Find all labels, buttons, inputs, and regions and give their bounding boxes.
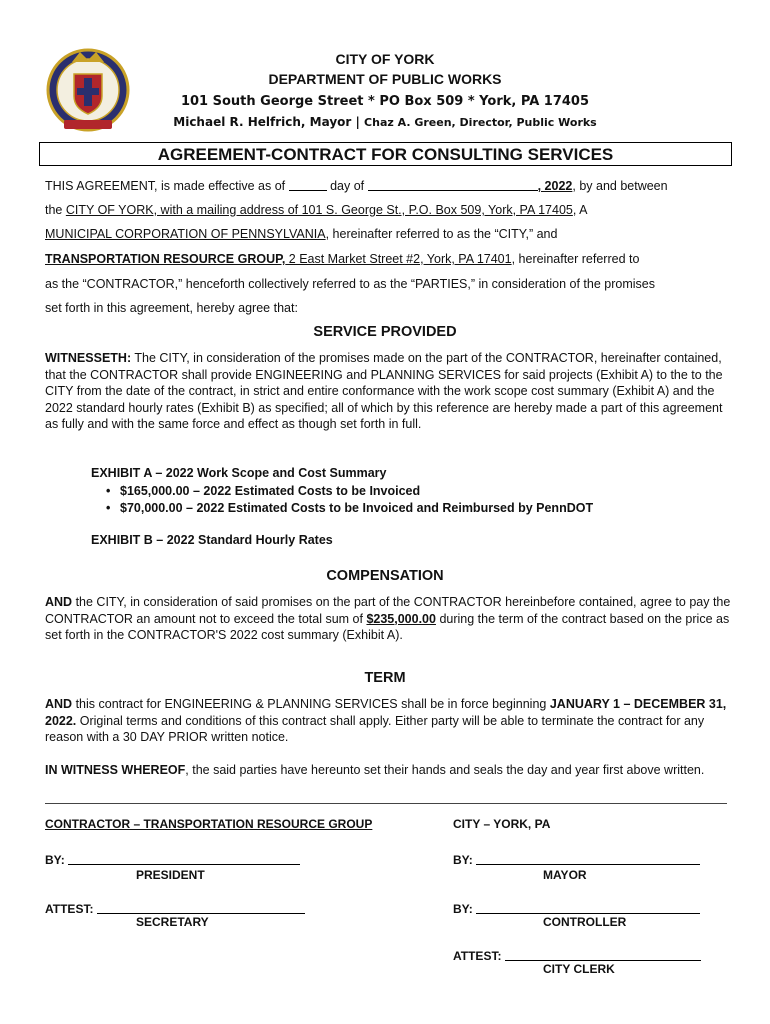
controller-label: CONTROLLER xyxy=(543,915,627,929)
department-address: 101 South George Street * PO Box 509 * York, PA 17405 xyxy=(180,94,590,109)
term-heading: TERM xyxy=(364,670,406,686)
city-name: CITY OF YORK xyxy=(335,51,435,67)
city-by-controller: BY: xyxy=(453,901,700,916)
city-mailing-address: CITY OF YORK, with a mailing address of 101 S. George St., P.O. Box 509, York, PA 17405 xyxy=(65,203,573,217)
term-dates: JANUARY 1 – DECEMBER 31, 2022. xyxy=(45,697,727,728)
contractor-by: BY: xyxy=(45,852,300,867)
city-seal-icon xyxy=(46,44,130,136)
intro-line-2: the CITY OF YORK, with a mailing address of 101 S. George St., P.O. Box 509, York, PA 17405, A xyxy=(45,203,588,217)
contractor-heading: CONTRACTOR – TRANSPORTATION RESOURCE GROUP xyxy=(45,817,373,831)
intro-line-5: as the “CONTRACTOR,” henceforth collectively referred to as the “PARTIES,” in consideration of the promises xyxy=(45,277,655,291)
intro-line-4: TRANSPORTATION RESOURCE GROUP, 2 East Market Street #2, York, PA 17401, hereinafter referred to xyxy=(45,252,640,266)
intro-line-1: THIS AGREEMENT, is made effective as of day of , 2022, by and between xyxy=(45,179,668,193)
contractor-attest: ATTEST: xyxy=(45,901,305,916)
intro-line-6: set forth in this agreement, hereby agree that: xyxy=(45,301,298,315)
city-by: BY: xyxy=(453,852,700,867)
secretary-label: SECRETARY xyxy=(136,915,209,929)
mayor-name: Michael R. Helfrich, Mayor | xyxy=(173,115,365,129)
officials-line xyxy=(150,115,620,129)
term-paragraph: AND this contract for ENGINEERING & PLANNING SERVICES shall be in force beginning JANUARY 1 – DECEMBER 31, 2022. Original terms and conditions of this contract shall apply. Either party will be able to terminate the contract for any reason with a 30 DAY PRIOR written notice. xyxy=(45,697,727,745)
intro-line-3: MUNICIPAL CORPORATION OF PENNSYLVANIA, hereinafter referred to as the “CITY,” and xyxy=(45,227,558,241)
mayor-label: MAYOR xyxy=(543,868,587,882)
clerk-signature-line[interactable] xyxy=(505,948,701,961)
controller-signature-line[interactable] xyxy=(476,901,700,914)
exhibit-b: EXHIBIT B – 2022 Standard Hourly Rates xyxy=(91,533,333,547)
document-title: AGREEMENT-CONTRACT FOR CONSULTING SERVICES xyxy=(39,142,732,166)
exhibit-a-bullet: • $165,000.00 – 2022 Estimated Costs to be Invoiced xyxy=(120,484,420,498)
president-label: PRESIDENT xyxy=(136,868,205,882)
witness-paragraph: IN WITNESS WHEREOF, the said parties have hereunto set their hands and seals the day and year first above written. xyxy=(45,763,705,777)
compensation-heading: COMPENSATION xyxy=(326,568,444,584)
service-heading: SERVICE PROVIDED xyxy=(313,324,457,340)
month-blank[interactable] xyxy=(368,178,538,191)
service-paragraph: WITNESSETH: The CITY, in consideration of the promises made on the part of the CONTRACTOR, hereinafter contained, that the CONTRACTOR shall provide ENGINEERING and PLANNING SERVICES for said projects (Exhibit A) to the to the CITY from the date of the contract, in strict and entire conformance with the work scope cost summary (Exhibit A) and the 2022 standard hourly rates (Exhibit B) as specified; all of which by this reference are hereby made a part of this agreement as fully and with the same force and effect as though set forth in full. xyxy=(45,351,723,432)
exhibit-a-bullet: • $70,000.00 – 2022 Estimated Costs to be Invoiced and Reimbursed by PennDOT xyxy=(120,501,593,515)
mayor-signature-line[interactable] xyxy=(476,852,700,865)
city-attest: ATTEST: xyxy=(453,948,701,963)
department-name: DEPARTMENT OF PUBLIC WORKS xyxy=(268,71,502,87)
divider xyxy=(45,803,727,804)
city-clerk-label: CITY CLERK xyxy=(543,962,615,976)
day-blank[interactable] xyxy=(289,178,327,191)
director-name: Chaz A. Green, Director, Public Works xyxy=(364,116,597,129)
exhibit-a: EXHIBIT A – 2022 Work Scope and Cost Summary xyxy=(91,466,387,480)
contract-amount: $235,000.00 xyxy=(366,611,436,626)
city-heading: CITY – YORK, PA xyxy=(453,817,551,831)
secretary-signature-line[interactable] xyxy=(97,901,305,914)
compensation-paragraph: AND the CITY, in consideration of said promises on the part of the CONTRACTOR hereinbefore contained, agree to pay the CONTRACTOR an amount not to exceed the total sum of $235,000.00 during the term of the contract based on the price as set forth in the CONTRACTOR'S 2022 cost summary (Exhibit A). xyxy=(45,595,731,643)
president-signature-line[interactable] xyxy=(68,852,300,865)
